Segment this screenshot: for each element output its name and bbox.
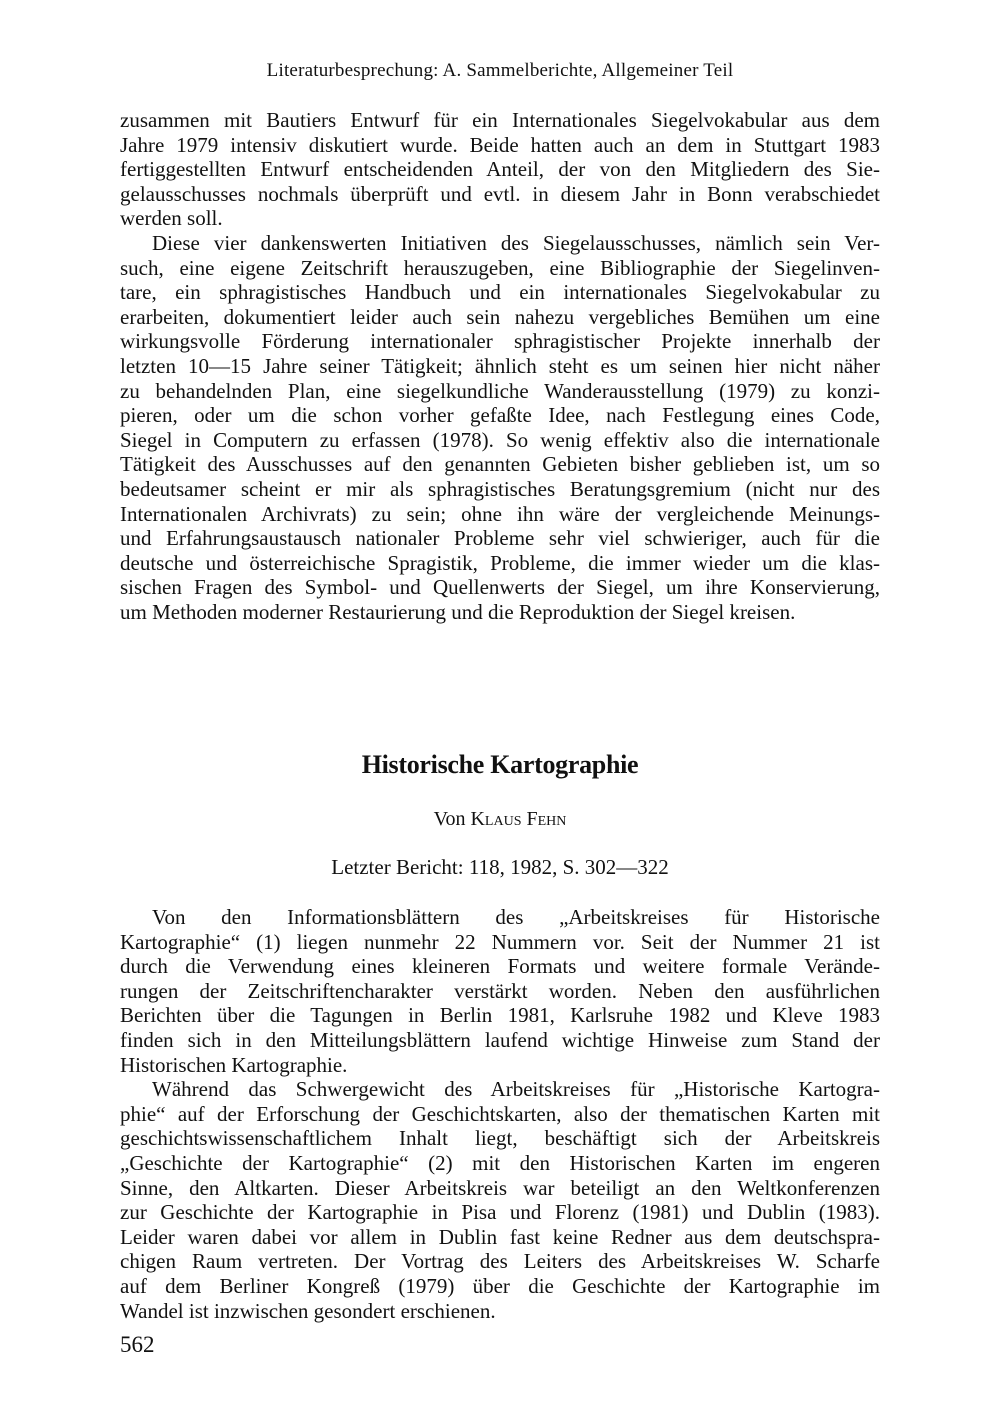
byline-prefix: Von xyxy=(433,808,466,830)
byline xyxy=(120,808,880,831)
text-line: tare, ein sphragistisches Handbuch und ein internationales Siegelvokabular zu xyxy=(120,280,880,305)
text-line: pieren, oder um die schon vorher gefaßte Idee, nach Festlegung eines Code, xyxy=(120,403,880,428)
text-line: Jahre 1979 intensiv diskutiert wurde. Beide hatten auch an dem in Stuttgart 1983 xyxy=(120,132,880,157)
text-line: werden soll. xyxy=(120,206,223,231)
text-line: phie“ auf der Erforschung der Geschichtskarten, also der thematischen Karten mit xyxy=(120,1101,880,1126)
text-line: zusammen mit Bautiers Entwurf für ein Internationales Siegelvokabular aus dem xyxy=(120,108,880,132)
text-line: Von den Informationsblättern des „Arbeitskreises für Historische xyxy=(152,905,880,929)
text-line: erarbeiten, dokumentiert leider auch sein nahezu vergebliches Bemühen um eine xyxy=(120,304,880,329)
text-line: Wandel ist inzwischen gesondert erschienen. xyxy=(120,1298,496,1323)
author-name: Klaus Fehn xyxy=(470,808,567,830)
text-line: Internationalen Archivrats) zu sein; ohne ihn wäre der vergleichende Meinungs- xyxy=(120,501,880,526)
paragraph xyxy=(120,231,880,625)
paragraph xyxy=(120,108,880,231)
bottom-text-block xyxy=(120,905,880,1323)
text-line: „Geschichte der Kartographie“ (2) mit den Historischen Karten im engeren xyxy=(120,1150,880,1175)
text-line: rungen der Zeitschriftencharakter verstärkt worden. Neben den ausführlichen xyxy=(120,978,880,1003)
text-line: deutsche und österreichische Spragistik, Probleme, die immer wieder um die klas- xyxy=(120,550,880,575)
text-line: Leider waren dabei vor allem in Dublin fast keine Redner aus dem deutschspra- xyxy=(120,1224,880,1249)
text-line: Berichten über die Tagungen in Berlin 1981, Karlsruhe 1982 und Kleve 1983 xyxy=(120,1003,880,1028)
text-line: Sinne, den Altkarten. Dieser Arbeitskreis war beteiligt an den Weltkonferenzen xyxy=(120,1175,880,1200)
section-title: Historische Kartographie xyxy=(361,750,639,779)
text-line: und Erfahrungsaustausch nationaler Probleme sehr viel schwieriger, auch für die xyxy=(120,526,880,551)
text-line: um Methoden moderner Restaurierung und die Reproduktion der Siegel kreisen. xyxy=(120,599,796,624)
top-text-block xyxy=(120,108,880,624)
text-line: zu behandelnden Plan, eine siegelkundliche Wanderausstellung (1979) zu konzi- xyxy=(120,378,880,403)
text-line: chigen Raum vertreten. Der Vortrag des Leiters des Arbeitskreises W. Scharfe xyxy=(120,1249,880,1274)
text-line: Kartographie“ (1) liegen nunmehr 22 Nummern vor. Seit der Nummer 21 ist xyxy=(120,929,880,954)
text-line: finden sich in den Mitteilungsblättern laufend wichtige Hinweise zum Stand der xyxy=(120,1027,880,1052)
page-number: 562 xyxy=(120,1332,155,1357)
text-line: Während das Schwergewicht des Arbeitskreises für „Historische Kartogra- xyxy=(152,1077,880,1102)
text-line: Historischen Kartographie. xyxy=(120,1052,348,1077)
paragraph xyxy=(120,1077,880,1323)
text-line: auf dem Berliner Kongreß (1979) über die Geschichte der Kartographie im xyxy=(120,1273,880,1298)
text-line: bedeutsamer scheint er mir als sphragistisches Beratungsgremium (nicht nur des xyxy=(120,476,880,501)
text-line: such, eine eigene Zeitschrift herauszugeben, eine Bibliographie der Siegelinven- xyxy=(120,255,880,280)
last-report-reference: Letzter Bericht: 118, 1982, S. 302—322 xyxy=(331,855,669,879)
text-line: gelausschusses nochmals überprüft und evtl. in diesem Jahr in Bonn verabschiedet xyxy=(120,181,880,206)
text-line: sischen Fragen des Symbol- und Quellenwerts der Siegel, um ihre Konservierung, xyxy=(120,575,880,600)
text-line: letzten 10—15 Jahre seiner Tätigkeit; ähnlich steht es um seinen hier nicht näher xyxy=(120,353,880,378)
text-line: fertiggestellten Entwurf entscheidenden Anteil, der von den Mitgliedern des Sie- xyxy=(120,157,880,182)
text-line: Siegel in Computern zu erfassen (1978). So wenig effektiv also die internationale xyxy=(120,427,880,452)
text-line: Diese vier dankenswerten Initiativen des Siegelausschusses, nämlich sein Ver- xyxy=(152,230,880,255)
text-line: durch die Verwendung eines kleineren Formats und weitere formale Verände- xyxy=(120,954,880,979)
running-head: Literaturbesprechung: A. Sammelberichte, Allgemeiner Teil xyxy=(266,60,734,81)
text-line: wirkungsvolle Förderung internationaler sphragistischer Projekte innerhalb der xyxy=(120,329,880,354)
text-line: Tätigkeit des Ausschusses auf den genannten Gebieten bisher geblieben ist, um so xyxy=(120,452,880,477)
text-line: zur Geschichte der Kartographie in Pisa und Florenz (1981) und Dublin (1983). xyxy=(120,1200,880,1225)
text-line: geschichtswissenschaftlichem Inhalt liegt, beschäftigt sich der Arbeitskreis xyxy=(120,1126,880,1151)
paragraph xyxy=(120,905,880,1077)
